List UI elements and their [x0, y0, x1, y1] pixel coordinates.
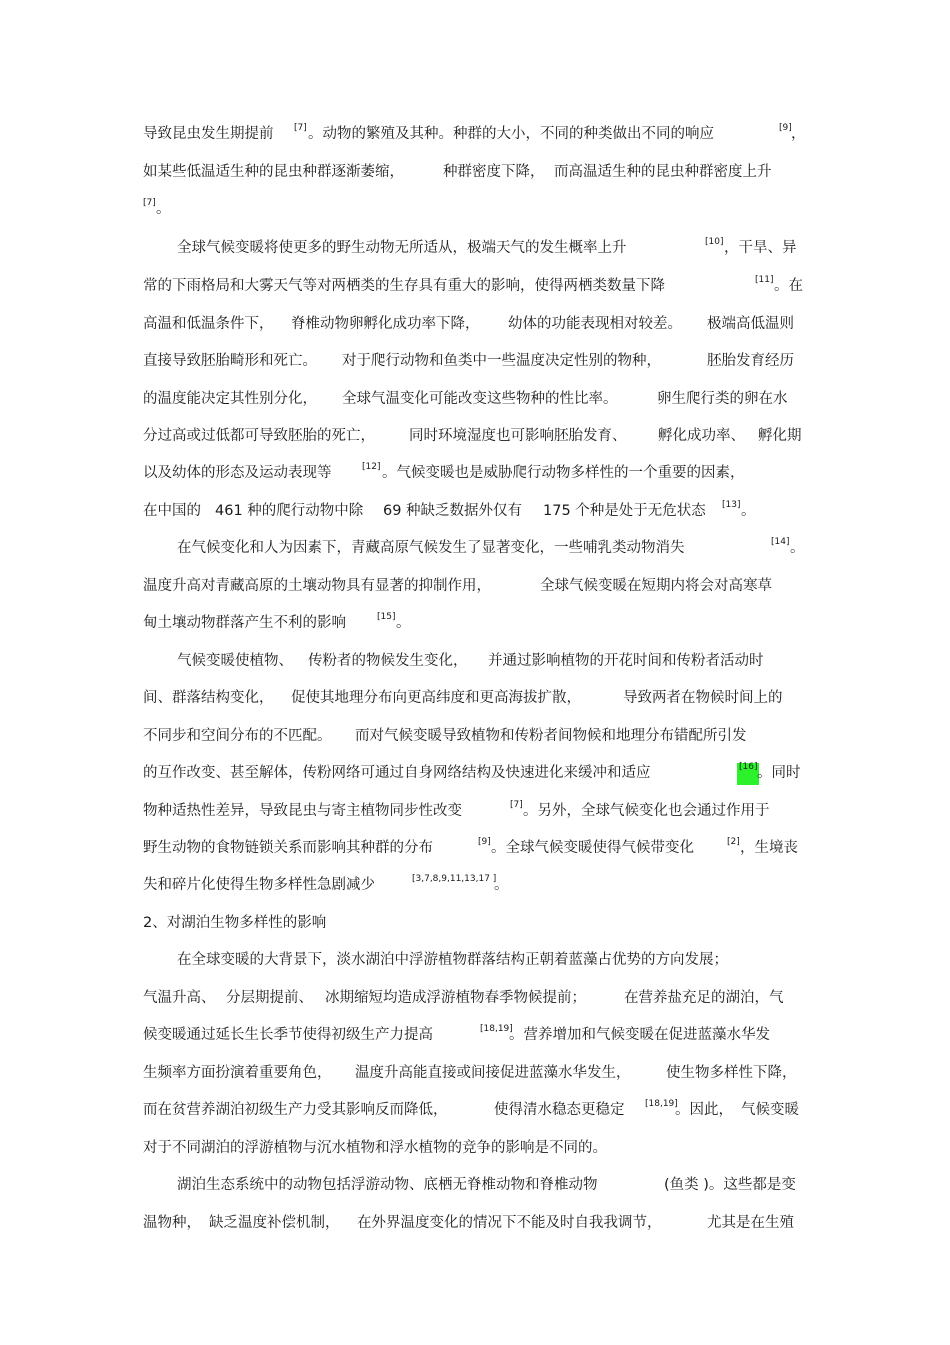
- text-span: 而高温适生种的昆虫种群密度上升: [554, 164, 772, 180]
- text-line: [0, 988, 950, 1018]
- text-line: [0, 688, 950, 718]
- text-span: 野生动物的食物链锁关系而影响其种群的分布: [143, 840, 433, 856]
- citation: [3,7,8,9,11,13,17 ]: [412, 874, 497, 884]
- text-span: 。另外，全球气候变化也会通过作用于: [523, 803, 770, 819]
- text-span: ，生境丧: [740, 840, 798, 856]
- text-span: 使得清水稳态更稳定: [494, 1102, 625, 1118]
- text-line: [0, 950, 950, 980]
- citation: [18,19]: [480, 1024, 513, 1034]
- text-span: 传粉者的物候发生变化，: [308, 653, 468, 669]
- text-span: 气候变暖使植物、: [177, 653, 293, 669]
- text-span: 对于不同湖泊的浮游植物与沉水植物和浮水植物的竞争的影响是不同的。: [143, 1140, 607, 1156]
- text-span: 生频率方面扮演着重要角色，: [143, 1065, 332, 1081]
- text-span: 对于爬行动物和鱼类中一些温度决定性别的物种，: [342, 353, 661, 369]
- text-span: 缺乏温度补偿机制，: [209, 1215, 340, 1231]
- text-line: [0, 501, 950, 531]
- text-span: 。营养增加和气候变暖在促进蓝藻水华发: [509, 1027, 770, 1043]
- text-span: 促使其地理分布向更高纬度和更高海拔扩散，: [291, 690, 581, 706]
- text-line: [0, 726, 950, 756]
- text-span: 不同步和空间分布的不匹配。: [143, 728, 332, 744]
- heading-text: 2、对湖泊生物多样性的影响: [143, 915, 327, 931]
- text-span: 并通过影响植物的开花时间和传粉者活动时: [488, 653, 764, 669]
- text-span: 甸土壤动物群落产生不利的影响: [143, 615, 346, 631]
- text-span: (鱼类 )。这些都是变: [664, 1177, 796, 1193]
- text-span: 冰期缩短均造成浮游植物春季物候提前；: [325, 990, 586, 1006]
- text-span: 。: [156, 201, 171, 217]
- text-line: [0, 1063, 950, 1093]
- text-span: 全球气温变化可能改变这些物种的性比率。: [342, 391, 618, 407]
- text-span: 69 种缺乏数据外仅有: [383, 503, 523, 519]
- text-span: 失和碎片化使得生物多样性急剧减少: [143, 877, 375, 893]
- text-span: 种群密度下降，: [443, 164, 545, 180]
- text-line: [0, 162, 950, 192]
- text-span: 。: [741, 503, 756, 519]
- text-span: 的互作改变、甚至解体，传粉网络可通过自身网络结构及快速进化来缓冲和适应: [143, 765, 651, 781]
- text-span: 。: [494, 877, 509, 893]
- text-span: 脊椎动物卵孵化成功率下降，: [291, 316, 480, 332]
- citation: [7]: [143, 198, 156, 208]
- text-span: 。: [396, 615, 411, 631]
- text-span: 导致两者在物候时间上的: [623, 690, 783, 706]
- text-span: 。因此，: [675, 1102, 733, 1118]
- text-span: 在中国的: [143, 503, 201, 519]
- text-span: 。同时: [757, 765, 801, 781]
- text-line: [0, 238, 950, 268]
- citation: [2]: [727, 837, 740, 847]
- text-line: [0, 576, 950, 606]
- citation: [10]: [705, 237, 724, 247]
- citation: [7]: [510, 800, 523, 810]
- citation: [9]: [478, 837, 491, 847]
- text-line: [0, 1100, 950, 1130]
- text-span: 间、群落结构变化，: [143, 690, 274, 706]
- citation: [7]: [294, 123, 307, 133]
- text-span: ，干旱、异: [724, 240, 797, 256]
- text-line: [0, 838, 950, 868]
- text-span: 。全球气候变暖使得气候带变化: [491, 840, 694, 856]
- text-span: ，: [791, 126, 806, 142]
- text-span: 气候变暖: [741, 1102, 799, 1118]
- text-span: 物种适热性差异，导致昆虫与寄主植物同步性改变: [143, 803, 462, 819]
- text-span: 而在贫营养湖泊初级生产力受其影响反而降低，: [143, 1102, 448, 1118]
- text-line: [0, 276, 950, 306]
- text-line: [0, 463, 950, 493]
- citation: [11]: [755, 275, 774, 285]
- text-span: 在营养盐充足的湖泊，气: [624, 990, 784, 1006]
- citation: [15]: [377, 612, 396, 622]
- text-span: 如某些低温适生种的昆虫种群逐渐萎缩，: [143, 164, 404, 180]
- text-span: 同时环境湿度也可影响胚胎发育、: [409, 428, 627, 444]
- text-line: [0, 1025, 950, 1055]
- text-span: 导致昆虫发生期提前: [143, 126, 274, 142]
- text-span: 高温和低温条件下，: [143, 316, 274, 332]
- text-span: 全球气候变暖在短期内将会对高寒草: [540, 578, 772, 594]
- text-span: 。: [790, 540, 805, 556]
- highlighted-citation: [16]: [737, 763, 759, 785]
- text-span: 温物种，: [143, 1215, 201, 1231]
- text-line: [0, 651, 950, 681]
- text-span: 胚胎发育经历: [707, 353, 794, 369]
- text-span: 极端高低温则: [707, 316, 794, 332]
- text-span: 分层期提前、: [226, 990, 313, 1006]
- text-line: [0, 426, 950, 456]
- text-span: 分过高或过低都可导致胚胎的死亡，: [143, 428, 375, 444]
- text-span: 温度升高对青藏高原的土壤动物具有显著的抑制作用，: [143, 578, 491, 594]
- text-span: 候变暖通过延长生长季节使得初级生产力提高: [143, 1027, 433, 1043]
- text-span: 使生物多样性下降，: [666, 1065, 797, 1081]
- text-line: [0, 1175, 950, 1205]
- text-span: 在气候变化和人为因素下，青藏高原气候发生了显著变化，一些哺乳类动物消失: [177, 540, 685, 556]
- section-heading: [0, 913, 950, 943]
- text-line: [0, 199, 950, 229]
- text-span: 幼体的功能表现相对较差。: [508, 316, 682, 332]
- text-line: [0, 389, 950, 419]
- text-span: 。在: [774, 278, 803, 294]
- text-span: 湖泊生态系统中的动物包括浮游动物、底栖无脊椎动物和脊椎动物: [177, 1177, 598, 1193]
- citation: [18,19]: [645, 1099, 678, 1109]
- text-span: 常的下雨格局和大雾天气等对两栖类的生存具有重大的影响，使得两栖类数量下降: [143, 278, 665, 294]
- citation: [12]: [362, 462, 381, 472]
- text-span: 孵化期: [758, 428, 802, 444]
- text-line: [0, 763, 950, 793]
- text-span: 孵化成功率、: [658, 428, 745, 444]
- citation: [13]: [722, 500, 741, 510]
- text-line: [0, 351, 950, 381]
- text-line: [0, 1213, 950, 1243]
- text-span: 。气候变暖也是威胁爬行动物多样性的一个重要的因素，: [382, 465, 745, 481]
- text-span: 而对气候变暖导致植物和传粉者间物候和地理分布错配所引发: [355, 728, 747, 744]
- text-line: [0, 538, 950, 568]
- text-span: 的温度能决定其性别分化，: [143, 391, 317, 407]
- text-line: [0, 875, 950, 905]
- text-span: 全球气候变暖将使更多的野生动物无所适从，极端天气的发生概率上升: [177, 240, 627, 256]
- text-span: 直接导致胚胎畸形和死亡。: [143, 353, 317, 369]
- citation: [14]: [771, 537, 790, 547]
- text-line: [0, 124, 950, 154]
- text-line: [0, 613, 950, 643]
- text-span: 在外界温度变化的情况下不能及时自我我调节，: [357, 1215, 662, 1231]
- text-span: 461 种的爬行动物中除: [215, 503, 364, 519]
- citation: [9]: [779, 123, 792, 133]
- text-span: 。动物的繁殖及其种。种群的大小，不同的种类做出不同的响应: [308, 126, 714, 142]
- text-span: 卵生爬行类的卵在水: [657, 391, 788, 407]
- text-line: [0, 1138, 950, 1168]
- text-span: 温度升高能直接或间接促进蓝藻水华发生，: [355, 1065, 631, 1081]
- text-span: 尤其是在生殖: [707, 1215, 794, 1231]
- text-span: 175 个种是处于无危状态: [543, 503, 706, 519]
- text-span: 气温升高、: [143, 990, 216, 1006]
- text-line: [0, 314, 950, 344]
- text-span: 以及幼体的形态及运动表现等: [143, 465, 332, 481]
- text-line: [0, 801, 950, 831]
- text-span: 在全球变暖的大背景下，淡水湖泊中浮游植物群落结构正朝着蓝藻占优势的方向发展；: [177, 952, 728, 968]
